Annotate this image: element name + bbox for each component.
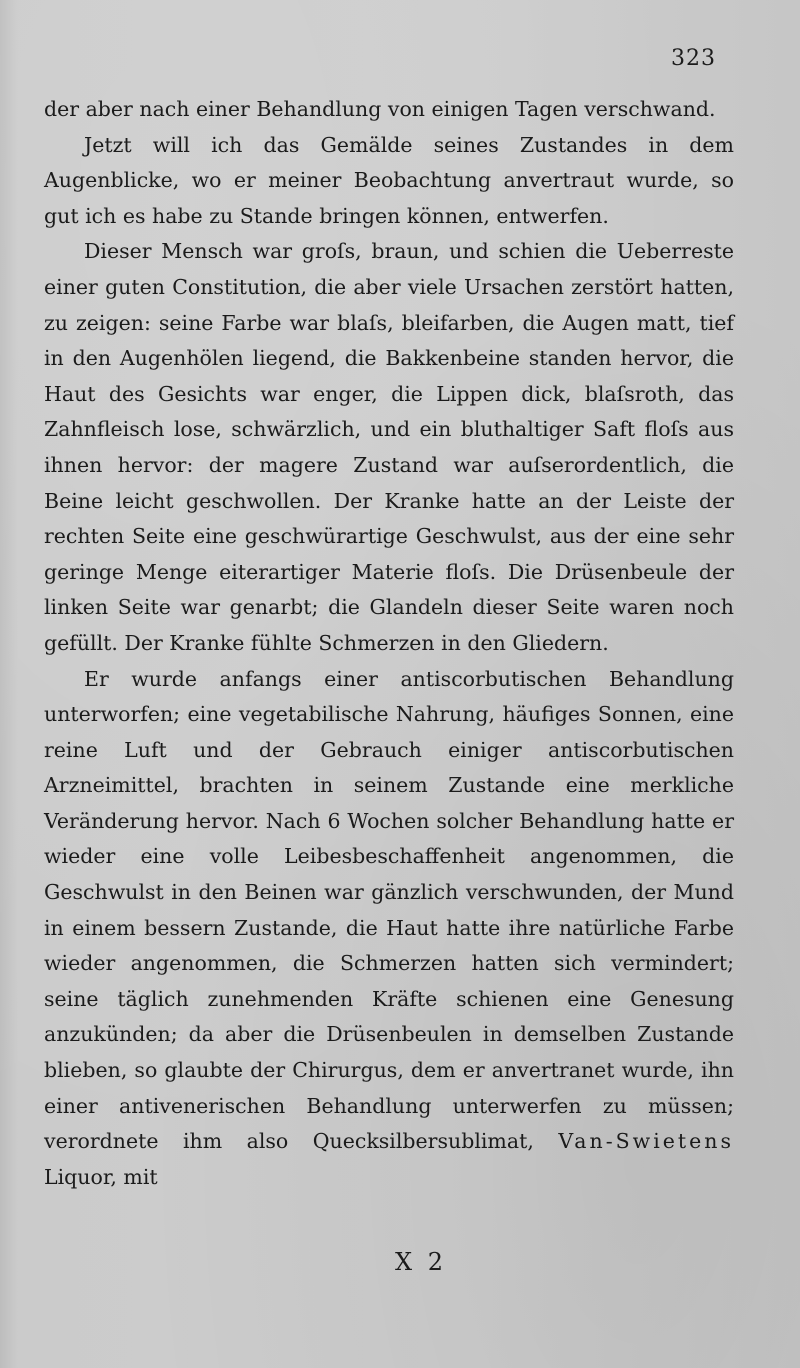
page-number: 323	[671, 46, 716, 71]
paragraph-text: Er wurde anfangs einer antiscorbutischen Behandlung unterworfen; eine vegetabilische Nahrung, häufiges Sonnen, eine reine Luft und der Gebrauch einiger antiscorbutischen Arzneimittel, brachten in seinem Zustande eine merkliche Veränderung hervor. Nach 6 Wochen solcher Behandlung hatte er wieder eine volle Leibesbeschaffenheit angenommen, die Geschwulst in den Beinen war gänzlich verschwunden, der Mund in einem bessern Zustande, die Haut hatte ihre natürliche Farbe wieder angenommen, die Schmerzen hatten sich vermindert; seine täglich zunehmenden Kräfte schienen eine Genesung anzukünden; da aber die Drüsenbeulen in demselben Zustande blieben, so glaubte der Chirurgus, dem er anvertranet wurde, ihn einer antivenerischen Behandlung unterwerfen zu müssen; verordnete ihm also Quecksilbersublimat,	[44, 666, 734, 1154]
paragraph-continuation: der aber nach einer Behandlung von einigen Tagen verschwand.	[44, 97, 716, 121]
paragraph-text: Liquor, mit	[44, 1164, 158, 1189]
paragraph: Jetzt will ich das Gemälde seines Zustandes in dem Augenblicke, wo er meiner Beobachtung anvertraut wurde, so gut ich es habe zu Stande bringen können, entwerfen.	[44, 132, 734, 228]
body-text	[44, 92, 734, 1195]
paragraph	[44, 662, 734, 1196]
emphasized-name: Van-Swietens	[558, 1129, 734, 1154]
paragraph: Dieser Mensch war groſs, braun, und schien die Ueberreste einer guten Constitution, die aber viele Ursachen zerstört hatten, zu zeigen: seine Farbe war blaſs, bleifarben, die Augen matt, tief in den Augenhölen liegend, die Bakkenbeine standen hervor, die Haut des Gesichts war enger, die Lippen dick, blaſsroth, das Zahnfleisch lose, schwärzlich, und ein bluthaltiger Saft floſs aus ihnen hervor: der magere Zustand war auſserordentlich, die Beine leicht geschwollen. Der Kranke hatte an der Leiste der rechten Seite eine geschwürartige Geschwulst, aus der eine sehr geringe Menge eiterartiger Materie floſs. Die Drüsenbeule der linken Seite war genarbt; die Glandeln dieser Seite waren noch gefüllt. Der Kranke fühlte Schmerzen in den Gliedern.	[44, 239, 734, 655]
signature-mark: X 2	[395, 1248, 447, 1276]
